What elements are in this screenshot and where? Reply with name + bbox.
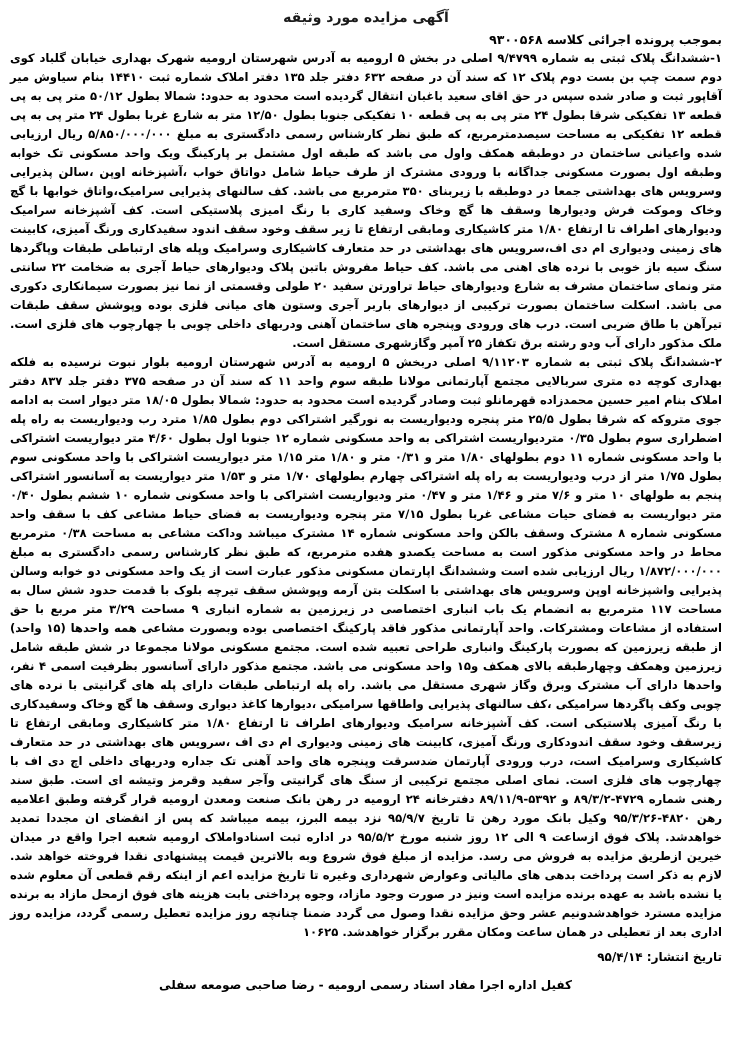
- property-2-paragraph: ۲-ششدانگ پلاک ثبتی به شماره ۹/۱۱۲۰۳ اصلی دربخش ۵ ارومیه به آدرس شهرستان ارومیه بلوار نبوت نرسیده به فلکه بهداری کوچه ده متری سربالایی مجتمع آپارتمانی مولانا طبقه سوم واحد ۱۱ که سند آن در صفحه ۳۷۵ دفتر جلد ۸۳۷ دفتر املاک بنام امیر حسین محمدزاده قهرمانلو ثبت وصادر گردیده است محدود به حدود: شمالا بطول ۱۸/۰۵ متر دیوار است به ادامه جوی متروکه که شرقا بطول ۲۵/۵ متر پنجره ودیواریست به نورگیر اشتراکی دوم بطول ۱/۸۵ مترد رب ودیواریست به راه پله اضطراری سوم بطول ۰/۳۵ متردیواریست اشتراکی به واحد مسکونی شماره ۱۲ جنوبا اول بطول ۴/۶۰ متر دیواریست اشتراکی با واحد مسکونی شماره ۱۱ دوم بطولهای ۱/۸۰ متر و ۰/۳۱ متر و ۱/۸۰ متر ۱/۱۵ متر دیواریست اشتراکی با واحد مسکونی سوم بطول ۱/۷۵ متر از درب ودیواریست به راه پله اشتراکی چهارم بطولهای ۱/۷۰ متر و ۱/۵۳ متر دیواریست به آسانسور اشتراکی پنجم به طولهای ۱۰ متر و ۷/۶ متر و ۱/۴۶ متر و ۰/۴۷ متر ودیواریست اشتراکی با واحد مسکونی شماره ۱۰ ششم بطول ۰/۴۰ متر دیواریست به فضای حیات مشاعی غربا بطول ۷/۱۵ متر پنجره ودیواریست به فضای حیاط مشاعی کف با سقف واحد مسکونی شماره ۸ مشترک وسقف بالکن واحد مسکونی شماره ۱۴ مشترک میباشد وداکت مشاعی به مساحت ۰/۳۸ مترمربع محاط در واحد مسکونی مذکور است به مساحت یکصدو هفده مترمربع، که طبق نظر کارشناس رسمی دادگستری به مبلغ ۱/۸۷۲/۰۰۰/۰۰۰ ریال ارزیابی شده است وششدانگ اپارتمان مسکونی مذکور عبارت است از یک واحد مسکونی دو خوابه وسالن پذیرایی واشپزخانه اوپن وسرویس های بهداشتی با اسکلت بتن آرمه وپوشش سقف تیرچه بلوک با قدمت حدود شش سال به مساحت ۱۱۷ مترمربع به انضمام یک باب انباری اختصاصی در زیرزمین به شماره انباری ۹ مساحت ۳/۲۹ متر مربع با حق استفاده از مشاعات ومشترکات. واحد آپارتمانی مذکور فاقد پارکینگ اختصاصی بوده وبصورت مشاعی همه واحدها (۱۵ واحد) از طبقه زیرزمین که بصورت پارکینگ وانباری طراحی تعبیه شده است. مجتمع مسکونی مولانا مجموعا در شش طبقه شامل زیرزمین وهمکف وچهارطبقه بالای همکف و۱۵ واحد مسکونی می باشد. مجتمع مذکور دارای آسانسور بظرفیت اسمی ۴ نفر، واحدها دارای آب مشترک وبرق وگاز شهری مستقل می باشد. راه پله ارتباطی طبقات دارای پله های گرانیتی با نرده های چوبی وکف پاگردها سرامیکی ،کف سالنهای پذیرایی واطاقها سرامیکی ،دیوارها کاغذ دیواری وسقف ها گچ وخاک وسفیدکاری با رنگ آمیزی پلاستیکی است. کف آشپزخانه سرامیک ودیوارهای اطراف تا ارتفاع ۱/۸۰ متر کاشیکاری ومابقی ارتفاع تا زیرسقف وخود سقف اندودکاری ورنگ آمیزی، کابینت های زمینی ودیواری ام دی اف ،سرویس های بهداشتی در حد متعارف کاشیکاری وسرامیک است، درب ورودی آپارتمان ضدسرقت وپنجره های واحد آهنی تک جداره ودربهای داخلی اچ دی اف با چهارچوب های فلزی است. نمای اصلی مجتمع ترکیبی از سنگ های گرانیتی وآجر سفید وقرمز وتیشه ای است. طبق سند رهنی شماره ۴۷۲۹-۸۹/۳/۲ و ۵۳۹۲-۸۹/۱۱/۹ دفترخانه ۲۴ ارومیه در رهن بانک صنعت ومعدن ارومیه قرار گرفته وطبق اعلامیه رهن ۴۸۲۰-۹۵/۳/۲۶ وکیل بانک مورد رهن تا تاریخ ۹۵/۹/۷ نزد بیمه البرز، بیمه میباشد که پس از انقضای ان مجددا تمدید خواهدشد. پلاک فوق ازساعت ۹ الی ۱۲ روز شنبه مورخ ۹۵/۵/۲ در اداره ثبت اسنادواملاک ارومیه شعبه اجرا واقع در میدان خیرین ازطریق مزایده به فروش می رسد. مزایده از مبلغ فوق شروع وبه بالاترین قیمت پیشنهادی نقدا فروخته خواهد شد. لازم به ذکر است پرداخت بدهی های مالیاتی وعوارض شهرداری وغیره تا تاریخ مزایده اعم از اینکه رقم قطعی آن معلوم شده یا نشده باشد به عهده برنده مزایده است ونیز در صورت وجود مازاد، وجوه پرداختی بابت هزینه های فوق ازمحل مازاد به برنده مزایده مسترد خواهدشدونیم عشر وحق مزایده نقدا وصول می گردد ضمنا چنانچه روز مزایده تعطیل رسمی گردد، مزایده روز اداری بعد از تعطیلی در همان ساعت ومکان مقرر برگزار خواهدشد. ۱۰۶۲۵: [10, 355, 723, 939]
- signature-line: کفیل اداره اجرا مفاد اسناد رسمی ارومیه - رضا صاحبی صومعه سفلی: [159, 978, 572, 992]
- notice-title: آگهی مزایده مورد وثیقه: [283, 10, 449, 26]
- property-1-paragraph: ۱-ششدانگ پلاک ثبتی به شماره ۹/۴۷۹۹ اصلی در بخش ۵ ارومیه به آدرس شهرستان ارومیه شهرک بهداری خیابان گلباد کوی دوم سمت چپ بن بست دوم پلاک ۱۲ که سند آن در صفحه ۶۳۲ دفتر جلد ۱۳۵ دفتر املاک شماره ثبت ۱۴۴۱۰ بنام سیاوش میر آقاپور ثبت و صادر شده سپس در حق اقای سعید باغبان انتقال گردیده است محدود به حدود: شمالا بطول ۵۰/۱۲ متر پی به پی قطعه ۱۳ تفکیکی شرقا بطول ۲۴ متر پی به پی قطعه ۱۰ تفکیکی جنوبا بطول ۱۲/۵۰ متر به شارع غربا بطول ۲۴ متر پی به پی قطعه ۱۲ تفکیکی به مساحت سیصدمترمربع، که طبق نظر کارشناس رسمی دادگستری به مبلغ ۵/۸۵۰/۰۰۰/۰۰۰ ریال ارزیابی شده واعیانی ساختمان در دوطبقه همکف واول می باشد که طبقه اول مشتمل بر پارکینگ ویک واحد مسکونی تک خوابه وطبقه اول بصورت مسکونی جداگانه با ورودی مشترک از طرف حیاط شامل دواتاق خواب ،آشپزخانه اوپن ،سالن پذیرایی وسرویس های بهداشتی جمعا در دوطبقه با زیربنای ۳۵۰ مترمربع می باشد. کف سالنهای پذیرایی سرامیک،واتاق خوابها با گچ وخاک وموکت فرش ودیوارها وسقف ها گچ وخاک وسفید کاری با رنگ امیزی پلاستیکی است. کف آشپزخانه سرامیک ودیوارهای اطراف تا ارتفاع ۱/۸۰ متر کاشیکاری ومابقی ارتفاع تا زیر سقف وخود سقف اندود سفیدکاری ورنگ آمیزی، کابینت های زمینی ودیواری ام دی اف،سرویس های بهداشتی در حد متعارف کاشیکاری وسرامیک وپله های ارتباطی طبقات وپاگردها سنگ سیه باز خوبی با نرده های اهنی می باشد. کف حیاط مفروش باتبن پلاک ودیوارهای حیاط آجری به ضخامت ۲۲ سانتی متر ونمای ساختمان مشرف به شارع ودیوارهای حیاط تراورتن سفید ۲۰ طولی وقسمتی از نما نیز بصورت سیمانکاری دکوری می باشد. اسکلت ساختمان بصورت ترکیبی از دیوارهای باربر آجری وستون های میانی فلزی بوده وپوشش سقف طبقات تیرآهن با طاق ضربی است. درب های ورودی وپنجره های ساختمان آهنی ودربهای داخلی چوبی با چهارچوب های فلزی است. ملک مذکور دارای آب ودو رشته برق تکفاز ۲۵ آمپر وگازشهری مستقل است.: [10, 51, 723, 350]
- publication-date: تاریخ انتشار: ۹۵/۴/۱۴: [597, 950, 722, 964]
- case-number-line: بموجب پرونده اجرائی کلاسه ۹۳۰۰۵۶۸: [489, 32, 722, 47]
